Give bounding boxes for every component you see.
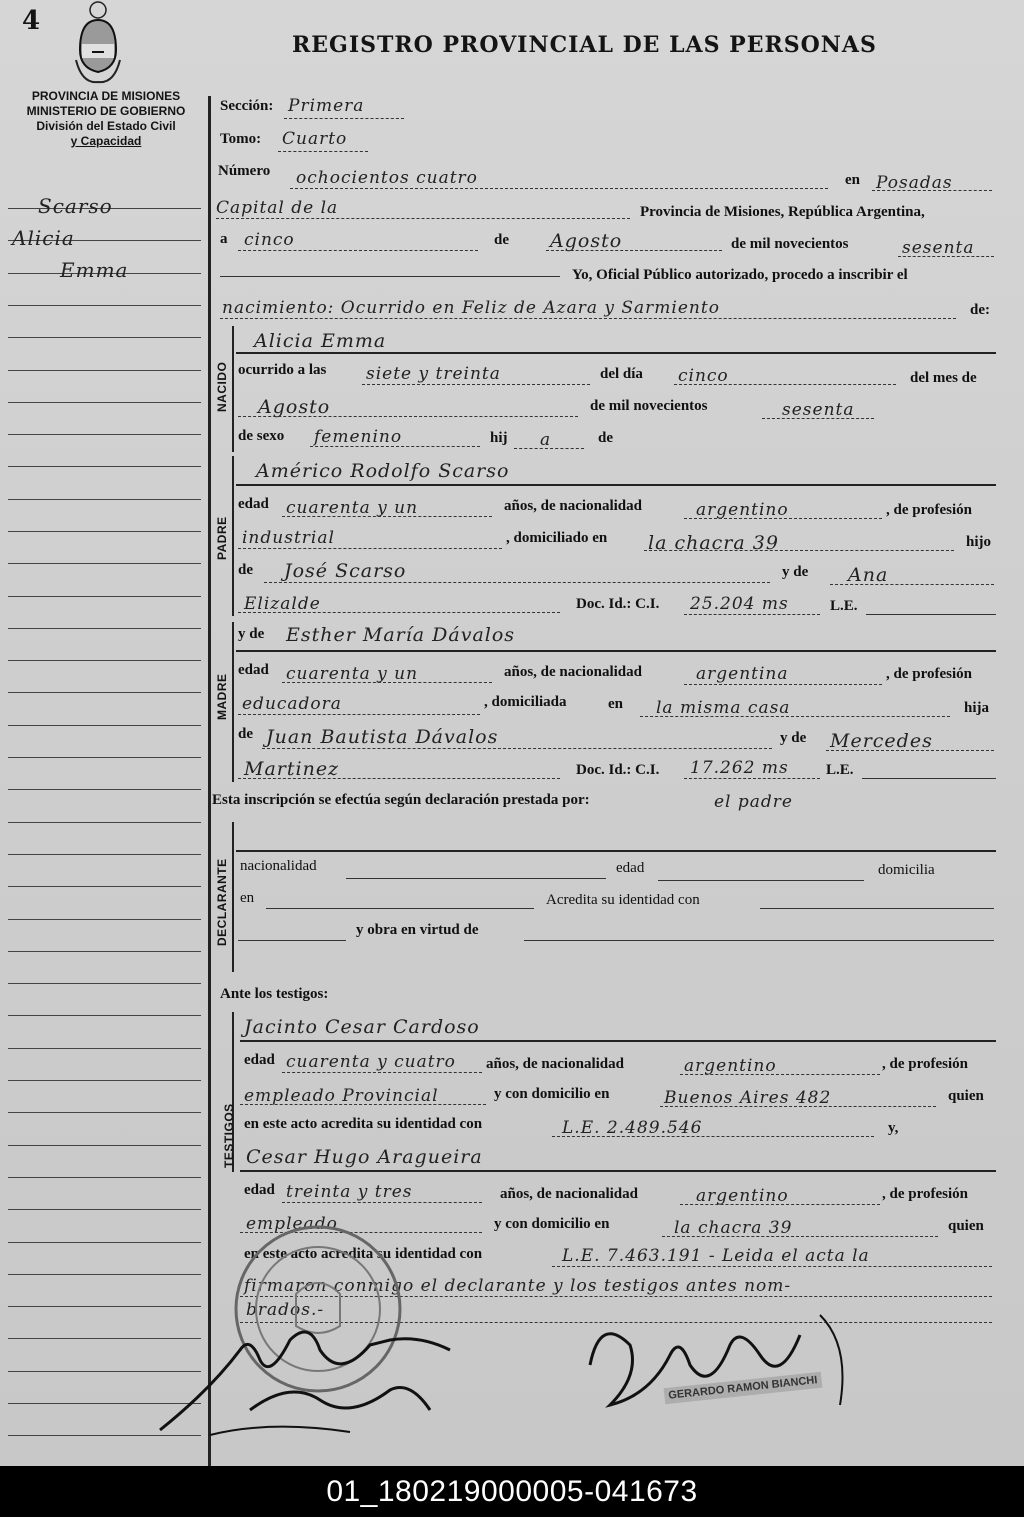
margin-rule-line [8,886,201,887]
value-padre-de: José Scarso [284,560,407,582]
label-domicilia-decl: domicilia [878,862,935,878]
margin-rule-line [8,1209,201,1210]
label-le-padre: L.E. [830,598,858,614]
value-t2-edad: treinta y tres [286,1182,413,1202]
label-doc-padre: Doc. Id.: C.I. [576,596,660,612]
label-y-t1: y, [888,1120,899,1136]
value-padre-edad: cuarenta y un [286,498,419,518]
margin-rule-line [8,789,201,790]
label-seccion: Sección: [220,98,274,114]
label-yo: Yo, Oficial Público autorizado, procedo a inscribir el [572,267,908,283]
label-quien-t1: quien [948,1088,984,1104]
value-cierre1: firmaron conmigo el declarante y los testigos antes nom- [244,1276,792,1296]
value-padre-ci: 25.204 ms [690,594,789,614]
value-madre-ci: 17.262 ms [690,758,789,778]
side-label-testigos: TESTIGOS [222,1103,236,1168]
value-t1-nac: argentino [684,1056,777,1076]
margin-rule-line [8,1306,201,1307]
label-provincia: Provincia de Misiones, República Argentina, [640,204,925,220]
label-domiciliada: , domiciliada [484,694,567,710]
label-obra-decl: y obra en virtud de [356,922,479,938]
margin-name2: Emma [60,258,129,282]
margin-rule-line [8,434,201,435]
margin-rule-line [8,1112,201,1113]
label-domicilio-t1: y con domicilio en [494,1086,610,1102]
value-padre-y-de2: Elizalde [244,594,321,614]
label-ante-testigos: Ante los testigos: [220,986,329,1002]
label-tomo: Tomo: [220,131,262,147]
value-capital: Capital de la [216,198,339,218]
label-domiciliado-padre: , domiciliado en [506,530,608,546]
value-madre-nombre: Esther María Dávalos [286,624,516,646]
label-le-madre: L.E. [826,762,854,778]
value-dia-nac: cinco [678,366,729,386]
label-nacionalidad-decl: nacionalidad [240,858,317,874]
value-madre-de: Juan Bautista Dávalos [266,726,499,748]
label-profesion-padre: , de profesión [886,502,972,518]
label-de-colon: de: [970,302,990,318]
value-madre-edad: cuarenta y un [286,664,419,684]
margin-rule-line [8,628,201,629]
value-seccion: Primera [288,96,365,116]
value-nombre: Alicia Emma [254,330,387,352]
value-madre-dom: la misma casa [656,698,791,718]
document-title: REGISTRO PROVINCIAL DE LAS PERSONAS [292,32,877,58]
label-ocurrido: ocurrido a las [238,362,327,378]
label-edad-padre: edad [238,496,269,512]
label-y-de-madre: y de [238,626,265,642]
side-label-padre: PADRE [215,516,229,560]
value-t1-nombre: Jacinto Cesar Cardoso [244,1016,480,1038]
value-padre-nombre: Américo Rodolfo Scarso [256,460,510,482]
side-label-declarante: DECLARANTE [215,858,229,946]
value-t1-prof: empleado Provincial [244,1086,439,1106]
value-hora: siete y treinta [366,364,501,384]
label-numero: Número [218,163,271,179]
label-de-mil: de mil novecientos [731,236,849,252]
margin-name1: Alicia [12,226,75,250]
header-capacity: y Capacidad [70,134,142,148]
label-anios-madre: años, de nacionalidad [504,664,642,680]
margin-rule-line [8,337,201,338]
label-a: a [220,231,228,247]
margin-rule-line [8,1242,201,1243]
margin-rule-line [8,370,201,371]
value-declarante: el padre [714,792,793,812]
margin-rule-line [8,757,201,758]
label-y-de-madre2: y de [780,730,807,746]
value-madre-y-de2: Martinez [244,758,340,780]
label-anios-padre: años, de nacionalidad [504,498,642,514]
label-profesion-madre: , de profesión [886,666,972,682]
value-hij-suffix: a [540,430,552,450]
margin-rule-line [8,1274,201,1275]
label-de-padre: de [238,562,253,578]
value-sexo: femenino [314,427,403,447]
value-t2-prof: empleado [246,1214,338,1234]
value-padre-dom: la chacra 39 [648,532,779,554]
label-anios-t2: años, de nacionalidad [500,1186,638,1202]
value-numero: ochocientos cuatro [296,168,478,188]
coat-of-arms-icon [72,0,124,86]
margin-rule-line [8,305,201,306]
label-de-madre: de [238,726,253,742]
margin-rule-line [8,563,201,564]
official-stamp: GERARDO RAMON BIANCHI [664,1372,823,1404]
label-de-hij: de [598,430,613,446]
value-lugar: Posadas [876,173,953,193]
label-en: en [845,172,860,188]
header-division: División del Estado Civil [36,119,176,133]
value-inscribir: nacimiento: Ocurrido en Feliz de Azara y Sarmiento [222,298,720,318]
label-del-dia: del día [600,366,643,382]
label-profesion-t2: , de profesión [882,1186,968,1202]
value-t1-edad: cuarenta y cuatro [286,1052,456,1072]
label-esta-inscripcion: Esta inscripción se efectúa según declaración prestada por: [212,792,590,808]
label-hijo: hijo [966,534,992,550]
signature-left-icon [150,1320,470,1440]
margin-rule-line [8,596,201,597]
value-padre-prof: industrial [242,528,335,548]
margin-rule-line [8,725,201,726]
label-edad-madre: edad [238,662,269,678]
label-en-este-acto-t2: en este acto acredita su identidad con [244,1246,483,1262]
value-madre-nac: argentina [696,664,789,684]
label-hij: hij [490,430,508,446]
label-hija: hija [964,700,990,716]
value-t2-doc: L.E. 7.463.191 - Leida el acta la [562,1246,870,1266]
margin-rule-line [8,1177,201,1178]
value-mes-nac: Agosto [258,396,331,418]
margin-rule-line [8,919,201,920]
margin-rule-line [8,1048,201,1049]
label-en-decl: en [240,890,255,906]
label-edad-decl: edad [616,860,645,876]
value-t1-dom: Buenos Aires 482 [664,1088,832,1108]
margin-rule-line [8,531,201,532]
label-en-madre: en [608,696,623,712]
label-de-sexo: de sexo [238,428,285,444]
signature-right-icon [570,1305,870,1425]
value-t2-nac: argentino [696,1186,789,1206]
value-t2-dom: la chacra 39 [674,1218,793,1238]
label-de-mes: de [494,232,509,248]
label-en-este-acto-t1: en este acto acredita su identidad con [244,1116,483,1132]
side-label-nacido: NACIDO [215,361,229,412]
label-domicilio-t2: y con domicilio en [494,1216,610,1232]
margin-rule-line [8,1080,201,1081]
label-edad-t2: edad [244,1182,275,1198]
margin-rule-line [8,466,201,467]
value-padre-y-de: Ana [848,564,889,586]
value-madre-prof: educadora [242,694,342,714]
label-edad-t1: edad [244,1052,275,1068]
value-t1-doc: L.E. 2.489.546 [562,1118,703,1138]
label-y-de-padre: y de [782,564,809,580]
label-quien-t2: quien [948,1218,984,1234]
value-padre-nac: argentino [696,500,789,520]
main-border [208,96,211,1466]
label-de-mil-nac: de mil novecientos [590,398,708,414]
label-profesion-t1: , de profesión [882,1056,968,1072]
value-cierre2: brados.- [246,1300,325,1320]
value-madre-y-de: Mercedes [830,730,933,752]
margin-rule-line [8,499,201,500]
value-tomo: Cuarto [282,129,348,149]
margin-rule-line [8,822,201,823]
margin-surname: Scarso [38,194,113,218]
margin-rule-line [8,402,201,403]
label-doc-madre: Doc. Id.: C.I. [576,762,660,778]
header-block [8,89,204,149]
margin-rule-line [8,951,201,952]
value-anio-nac: sesenta [782,400,855,420]
side-label-madre: MADRE [215,673,229,720]
label-acredita-decl: Acredita su identidad con [546,892,700,908]
header-ministry: MINISTERIO DE GOBIERNO [26,104,186,118]
header-province: PROVINCIA DE MISIONES [31,89,181,103]
label-del-mes: del mes de [910,370,977,386]
margin-rule-line [8,692,201,693]
value-t2-nombre: Cesar Hugo Aragueira [246,1146,483,1168]
margin-rule-line [8,1015,201,1016]
margin-rule-line [8,983,201,984]
value-dia: cinco [244,230,295,250]
page-number: 4 [22,6,41,36]
value-mes: Agosto [550,230,623,252]
image-identifier: 01_180219000005-041673 [0,1466,1024,1517]
margin-rule-line [8,1145,201,1146]
margin-rule-line [8,660,201,661]
margin-rule-line [8,854,201,855]
label-anios-t1: años, de nacionalidad [486,1056,624,1072]
value-anio: sesenta [902,238,975,258]
